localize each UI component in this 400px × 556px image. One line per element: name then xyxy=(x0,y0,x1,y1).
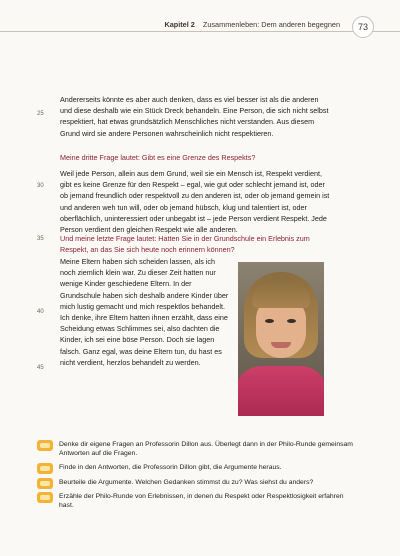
puzzle-icon xyxy=(37,463,53,474)
chapter-label: Kapitel 2 xyxy=(164,20,195,29)
page-number: 73 xyxy=(352,16,374,38)
task-list xyxy=(37,440,357,515)
question-4: Und meine letzte Frage lautet: Hatten Sie in der Grundschule ein Erlebnis zum Respekt, an das Sie sich heute noch erinnern können? xyxy=(60,234,310,255)
scale-icon xyxy=(37,478,53,489)
header-divider xyxy=(0,31,400,32)
task-item: Finde in den Antworten, die Professorin Dillon gibt, die Argumente heraus. xyxy=(37,463,357,472)
line-number-45: 45 xyxy=(37,365,44,371)
question-3: Meine dritte Frage lautet: Gibt es eine Grenze des Respekts? xyxy=(60,153,256,162)
paragraph-3: Meine Eltern haben sich scheiden lassen, als ich noch ziemlich klein war. Zu dieser Zeit hatten nur wenige Kinder geschiedene Eltern. In der Grundschule haben sich deshalb andere Kinder über mich lustig gemacht und mich respektlos behandelt. Ich denke, ihre Eltern hatten ihnen erzählt, dass eine Scheidung etwas Schlimmes sei, also dachten die Kinder, ich sei eine böse Person. Doch sie lagen falsch. Ganz egal, was deine Eltern tun, du hast es nicht verdient, herzlos behandelt zu werden. xyxy=(60,257,229,367)
speech-bubbles-icon xyxy=(37,440,53,451)
line-number-25: 25 xyxy=(37,111,44,117)
task-item: Denke dir eigene Fragen an Professorin Dillon aus. Überlegt dann in der Philo-Runde gemeinsam Antworten auf die Fragen. xyxy=(37,440,357,458)
discussion-icon xyxy=(37,492,53,503)
line-number-35: 35 xyxy=(37,236,44,242)
page-header xyxy=(0,20,340,29)
line-number-30: 30 xyxy=(37,183,44,189)
paragraph-1: Andererseits könnte es aber auch denken, dass es viel besser ist als die anderen und diese deshalb wie ein Stück Dreck behandeln. Eine Person, die sich nicht selbst respektiert, hat etwas grundsätzlich Menschliches nicht verstanden. Aus diesem Grund wird sie andere Personen wahrscheinlich nicht respektieren. xyxy=(60,95,329,138)
chapter-title: Zusammenleben: Dem anderen begegnen xyxy=(202,20,340,29)
line-number-40: 40 xyxy=(37,309,44,315)
task-item: Beurteile die Argumente. Welchen Gedanken stimmst du zu? Was siehst du anders? xyxy=(37,478,357,487)
task-item: Erzähle der Philo-Runde von Erlebnissen, in denen du Respekt oder Respektlosigkeit erfahren hast. xyxy=(37,492,357,510)
child-portrait-photo xyxy=(238,262,324,416)
paragraph-2: Weil jede Person, allein aus dem Grund, weil sie ein Mensch ist, Respekt verdient, gibt es keine Grenze für den Respekt – egal, wie gut oder schlecht jemand ist, oder ob jemand freundlich oder respektvoll zu den anderen ist, oder ob jemand gemein ist und anderen weh tun will, oder ob jemand hübsch, klug und talentiert ist, oder oberflächlich, uninteressiert oder unbegabt ist – jede Person verdient Respekt. Jede Person verdient den gleichen Respekt wie alle anderen. xyxy=(60,169,330,235)
